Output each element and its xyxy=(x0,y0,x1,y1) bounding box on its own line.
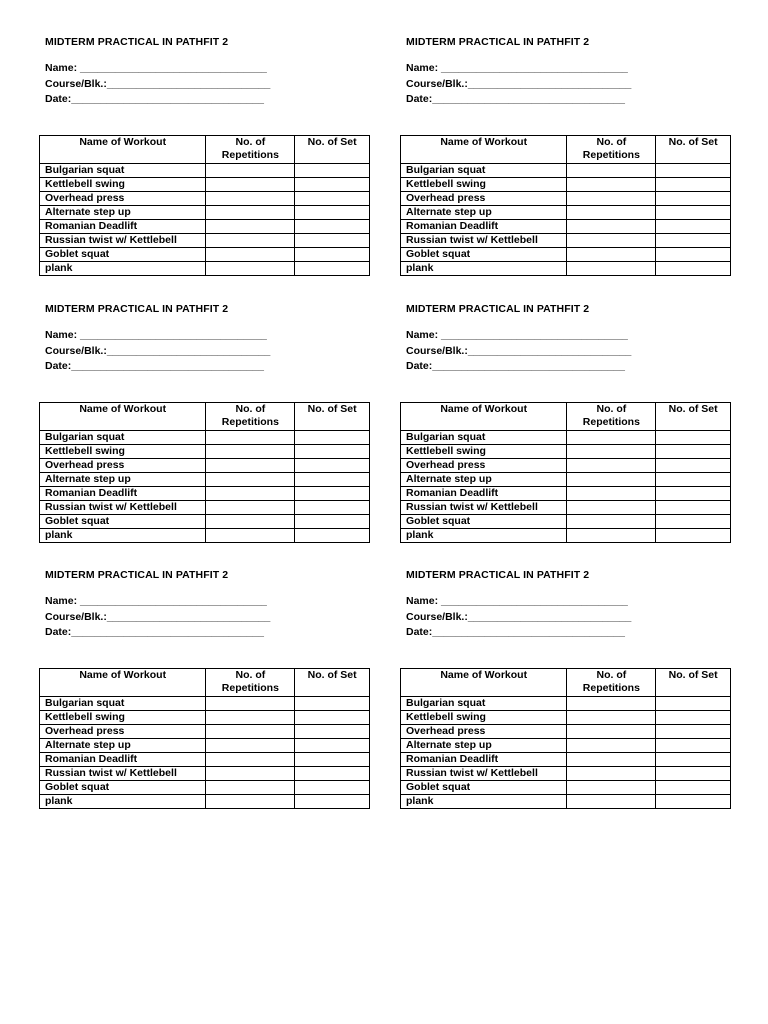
workout-row xyxy=(40,431,370,445)
sets-cell[interactable] xyxy=(295,164,370,178)
sets-cell[interactable] xyxy=(295,767,370,781)
sets-cell[interactable] xyxy=(656,501,731,515)
workout-row xyxy=(40,164,370,178)
workout-name: Alternate step up xyxy=(401,739,567,753)
sets-cell[interactable] xyxy=(656,753,731,767)
workout-row xyxy=(401,795,731,809)
repetitions-cell[interactable] xyxy=(567,234,656,248)
workout-name: Romanian Deadlift xyxy=(401,487,567,501)
repetitions-cell[interactable] xyxy=(567,725,656,739)
header-name-of-workout: Name of Workout xyxy=(401,669,567,697)
workout-name: Russian twist w/ Kettlebell xyxy=(40,234,206,248)
workout-name: Bulgarian squat xyxy=(40,431,206,445)
sets-cell[interactable] xyxy=(295,487,370,501)
workout-name: Goblet squat xyxy=(401,781,567,795)
workout-name: plank xyxy=(40,795,206,809)
workout-name: Alternate step up xyxy=(401,473,567,487)
workout-table xyxy=(39,135,370,276)
repetitions-cell[interactable] xyxy=(567,515,656,529)
repetitions-cell[interactable] xyxy=(206,431,295,445)
repetitions-cell[interactable] xyxy=(206,753,295,767)
sets-cell[interactable] xyxy=(295,234,370,248)
workout-row xyxy=(40,501,370,515)
workout-row xyxy=(40,753,370,767)
workout-name: Russian twist w/ Kettlebell xyxy=(401,767,567,781)
workout-name: Goblet squat xyxy=(401,515,567,529)
repetitions-cell[interactable] xyxy=(206,459,295,473)
workout-table-header xyxy=(40,136,370,164)
repetitions-cell[interactable] xyxy=(567,781,656,795)
sets-cell[interactable] xyxy=(295,431,370,445)
workout-row xyxy=(401,697,731,711)
workout-row xyxy=(401,248,731,262)
workout-name: plank xyxy=(401,529,567,543)
workout-name: Goblet squat xyxy=(401,248,567,262)
name-field-line: Name: ________________________________ xyxy=(45,62,267,74)
name-field-line: Name: ________________________________ xyxy=(406,595,628,607)
workout-row xyxy=(401,515,731,529)
workout-row xyxy=(40,248,370,262)
workout-name: Romanian Deadlift xyxy=(40,487,206,501)
workout-row xyxy=(401,459,731,473)
workout-name: Alternate step up xyxy=(40,206,206,220)
sets-cell[interactable] xyxy=(295,739,370,753)
repetitions-cell[interactable] xyxy=(206,795,295,809)
midterm-practical-form xyxy=(400,533,731,807)
repetitions-cell[interactable] xyxy=(206,711,295,725)
midterm-practical-form xyxy=(400,267,731,541)
repetitions-cell[interactable] xyxy=(567,178,656,192)
workout-name: Bulgarian squat xyxy=(40,164,206,178)
workout-row xyxy=(40,445,370,459)
sets-cell[interactable] xyxy=(295,795,370,809)
sets-cell[interactable] xyxy=(656,164,731,178)
date-field-line: Date:_________________________________ xyxy=(45,360,264,372)
workout-name: Bulgarian squat xyxy=(401,164,567,178)
workout-row xyxy=(401,192,731,206)
repetitions-cell[interactable] xyxy=(567,164,656,178)
workout-name: Alternate step up xyxy=(40,473,206,487)
sets-cell[interactable] xyxy=(295,192,370,206)
workout-row xyxy=(401,711,731,725)
form-title: MIDTERM PRACTICAL IN PATHFIT 2 xyxy=(406,36,590,48)
workout-name: Alternate step up xyxy=(401,206,567,220)
workout-table xyxy=(400,668,731,809)
repetitions-cell[interactable] xyxy=(206,192,295,206)
sets-cell[interactable] xyxy=(295,781,370,795)
workout-name: Russian twist w/ Kettlebell xyxy=(401,501,567,515)
workout-row xyxy=(40,192,370,206)
header-no-of-set: No. of Set xyxy=(295,669,370,697)
sets-cell[interactable] xyxy=(295,459,370,473)
sets-cell[interactable] xyxy=(295,711,370,725)
form-title: MIDTERM PRACTICAL IN PATHFIT 2 xyxy=(406,303,590,315)
sets-cell[interactable] xyxy=(656,473,731,487)
course-block-field-line: Course/Blk.:____________________________ xyxy=(45,345,271,357)
workout-table-header xyxy=(401,403,731,431)
workout-name: Kettlebell swing xyxy=(401,711,567,725)
workout-name: Alternate step up xyxy=(40,739,206,753)
workout-row xyxy=(40,739,370,753)
repetitions-cell[interactable] xyxy=(206,445,295,459)
sets-cell[interactable] xyxy=(656,459,731,473)
workout-row xyxy=(40,767,370,781)
repetitions-cell[interactable] xyxy=(567,711,656,725)
sets-cell[interactable] xyxy=(656,445,731,459)
date-field-line: Date:_________________________________ xyxy=(406,626,625,638)
workout-row xyxy=(401,220,731,234)
sets-cell[interactable] xyxy=(295,473,370,487)
workout-row xyxy=(40,781,370,795)
sets-cell[interactable] xyxy=(656,711,731,725)
date-field-line: Date:_________________________________ xyxy=(45,93,264,105)
sets-cell[interactable] xyxy=(295,248,370,262)
midterm-practical-form xyxy=(39,0,370,274)
workout-table xyxy=(39,668,370,809)
workout-row xyxy=(40,459,370,473)
workout-name: Bulgarian squat xyxy=(401,431,567,445)
sets-cell[interactable] xyxy=(295,501,370,515)
sets-cell[interactable] xyxy=(295,206,370,220)
header-no-of-repetitions: No. of Repetitions xyxy=(206,403,295,431)
sets-cell[interactable] xyxy=(656,234,731,248)
repetitions-cell[interactable] xyxy=(206,178,295,192)
workout-row xyxy=(40,711,370,725)
workout-name: Romanian Deadlift xyxy=(401,220,567,234)
workout-name: Overhead press xyxy=(40,192,206,206)
header-name-of-workout: Name of Workout xyxy=(401,403,567,431)
repetitions-cell[interactable] xyxy=(206,739,295,753)
workout-name: Kettlebell swing xyxy=(40,711,206,725)
workout-row xyxy=(401,725,731,739)
workout-name: plank xyxy=(40,529,206,543)
course-block-field-line: Course/Blk.:____________________________ xyxy=(406,345,632,357)
repetitions-cell[interactable] xyxy=(206,206,295,220)
midterm-practical-form xyxy=(400,0,731,274)
workout-name: Kettlebell swing xyxy=(40,178,206,192)
sets-cell[interactable] xyxy=(295,178,370,192)
sets-cell[interactable] xyxy=(656,248,731,262)
course-block-field-line: Course/Blk.:____________________________ xyxy=(45,78,271,90)
workout-name: Russian twist w/ Kettlebell xyxy=(40,501,206,515)
course-block-field-line: Course/Blk.:____________________________ xyxy=(45,611,271,623)
workout-row xyxy=(40,487,370,501)
workout-name: Goblet squat xyxy=(40,515,206,529)
header-no-of-set: No. of Set xyxy=(656,669,731,697)
header-no-of-set: No. of Set xyxy=(656,136,731,164)
sets-cell[interactable] xyxy=(656,206,731,220)
workout-row xyxy=(40,473,370,487)
workout-row xyxy=(401,473,731,487)
sets-cell[interactable] xyxy=(656,431,731,445)
sets-cell[interactable] xyxy=(295,753,370,767)
repetitions-cell[interactable] xyxy=(206,781,295,795)
repetitions-cell[interactable] xyxy=(567,697,656,711)
header-no-of-repetitions: No. of Repetitions xyxy=(567,136,656,164)
workout-row xyxy=(40,795,370,809)
repetitions-cell[interactable] xyxy=(206,234,295,248)
workout-table xyxy=(400,402,731,543)
form-title: MIDTERM PRACTICAL IN PATHFIT 2 xyxy=(45,303,229,315)
name-field-line: Name: ________________________________ xyxy=(45,595,267,607)
workout-row xyxy=(40,220,370,234)
workout-table-header xyxy=(40,403,370,431)
date-field-line: Date:_________________________________ xyxy=(406,93,625,105)
repetitions-cell[interactable] xyxy=(567,795,656,809)
workout-row xyxy=(401,178,731,192)
workout-name: Overhead press xyxy=(401,459,567,473)
sets-cell[interactable] xyxy=(656,487,731,501)
workout-table-header xyxy=(401,136,731,164)
header-no-of-repetitions: No. of Repetitions xyxy=(206,136,295,164)
workout-name: Overhead press xyxy=(401,725,567,739)
workout-name: Kettlebell swing xyxy=(401,445,567,459)
sets-cell[interactable] xyxy=(295,725,370,739)
workout-row xyxy=(401,164,731,178)
workout-row xyxy=(401,431,731,445)
repetitions-cell[interactable] xyxy=(206,697,295,711)
sets-cell[interactable] xyxy=(656,739,731,753)
repetitions-cell[interactable] xyxy=(206,220,295,234)
workout-row xyxy=(40,725,370,739)
repetitions-cell[interactable] xyxy=(567,473,656,487)
repetitions-cell[interactable] xyxy=(206,515,295,529)
workout-name: Romanian Deadlift xyxy=(40,753,206,767)
form-title: MIDTERM PRACTICAL IN PATHFIT 2 xyxy=(406,569,590,581)
sets-cell[interactable] xyxy=(295,515,370,529)
header-no-of-repetitions: No. of Repetitions xyxy=(567,669,656,697)
sets-cell[interactable] xyxy=(656,725,731,739)
workout-name: Kettlebell swing xyxy=(40,445,206,459)
workout-row xyxy=(40,178,370,192)
workout-row xyxy=(401,501,731,515)
sets-cell[interactable] xyxy=(656,781,731,795)
header-name-of-workout: Name of Workout xyxy=(40,136,206,164)
repetitions-cell[interactable] xyxy=(567,501,656,515)
name-field-line: Name: ________________________________ xyxy=(406,329,628,341)
repetitions-cell[interactable] xyxy=(567,753,656,767)
header-no-of-set: No. of Set xyxy=(295,136,370,164)
header-name-of-workout: Name of Workout xyxy=(40,403,206,431)
header-no-of-set: No. of Set xyxy=(295,403,370,431)
workout-name: plank xyxy=(401,262,567,276)
workout-row xyxy=(40,234,370,248)
repetitions-cell[interactable] xyxy=(567,739,656,753)
workout-name: Bulgarian squat xyxy=(40,697,206,711)
repetitions-cell[interactable] xyxy=(567,248,656,262)
workout-name: Overhead press xyxy=(40,725,206,739)
date-field-line: Date:_________________________________ xyxy=(45,626,264,638)
workout-name: Goblet squat xyxy=(40,248,206,262)
repetitions-cell[interactable] xyxy=(206,473,295,487)
workout-name: Bulgarian squat xyxy=(401,697,567,711)
date-field-line: Date:_________________________________ xyxy=(406,360,625,372)
repetitions-cell[interactable] xyxy=(206,501,295,515)
repetitions-cell[interactable] xyxy=(567,220,656,234)
workout-table-header xyxy=(40,669,370,697)
repetitions-cell[interactable] xyxy=(567,192,656,206)
workout-name: Kettlebell swing xyxy=(401,178,567,192)
workout-row xyxy=(40,515,370,529)
sets-cell[interactable] xyxy=(656,795,731,809)
workout-row xyxy=(401,206,731,220)
header-no-of-set: No. of Set xyxy=(656,403,731,431)
name-field-line: Name: ________________________________ xyxy=(406,62,628,74)
workout-table-header xyxy=(401,669,731,697)
repetitions-cell[interactable] xyxy=(567,445,656,459)
header-name-of-workout: Name of Workout xyxy=(401,136,567,164)
workout-name: Romanian Deadlift xyxy=(40,220,206,234)
workout-name: Goblet squat xyxy=(40,781,206,795)
sets-cell[interactable] xyxy=(656,220,731,234)
name-field-line: Name: ________________________________ xyxy=(45,329,267,341)
sets-cell[interactable] xyxy=(656,178,731,192)
form-title: MIDTERM PRACTICAL IN PATHFIT 2 xyxy=(45,36,229,48)
sets-cell[interactable] xyxy=(656,697,731,711)
workout-table xyxy=(39,402,370,543)
repetitions-cell[interactable] xyxy=(567,767,656,781)
course-block-field-line: Course/Blk.:____________________________ xyxy=(406,611,632,623)
repetitions-cell[interactable] xyxy=(567,459,656,473)
sets-cell[interactable] xyxy=(656,767,731,781)
workout-name: plank xyxy=(40,262,206,276)
midterm-practical-form xyxy=(39,533,370,807)
workout-name: plank xyxy=(401,795,567,809)
sets-cell[interactable] xyxy=(656,515,731,529)
workout-name: Overhead press xyxy=(401,192,567,206)
workout-name: Romanian Deadlift xyxy=(401,753,567,767)
workout-row xyxy=(401,753,731,767)
repetitions-cell[interactable] xyxy=(567,431,656,445)
form-title: MIDTERM PRACTICAL IN PATHFIT 2 xyxy=(45,569,229,581)
sets-cell[interactable] xyxy=(295,445,370,459)
header-name-of-workout: Name of Workout xyxy=(40,669,206,697)
workout-row xyxy=(40,697,370,711)
repetitions-cell[interactable] xyxy=(567,206,656,220)
workout-name: Overhead press xyxy=(40,459,206,473)
repetitions-cell[interactable] xyxy=(206,487,295,501)
repetitions-cell[interactable] xyxy=(206,725,295,739)
sets-cell[interactable] xyxy=(295,220,370,234)
sets-cell[interactable] xyxy=(295,697,370,711)
repetitions-cell[interactable] xyxy=(206,164,295,178)
header-no-of-repetitions: No. of Repetitions xyxy=(567,403,656,431)
repetitions-cell[interactable] xyxy=(206,248,295,262)
workout-row xyxy=(401,445,731,459)
workout-row xyxy=(401,487,731,501)
course-block-field-line: Course/Blk.:____________________________ xyxy=(406,78,632,90)
workout-row xyxy=(401,234,731,248)
workout-name: Russian twist w/ Kettlebell xyxy=(40,767,206,781)
workout-name: Russian twist w/ Kettlebell xyxy=(401,234,567,248)
workout-table xyxy=(400,135,731,276)
midterm-practical-form xyxy=(39,267,370,541)
workout-row xyxy=(401,781,731,795)
workout-row xyxy=(401,767,731,781)
header-no-of-repetitions: No. of Repetitions xyxy=(206,669,295,697)
repetitions-cell[interactable] xyxy=(206,767,295,781)
workout-row xyxy=(401,739,731,753)
repetitions-cell[interactable] xyxy=(567,487,656,501)
workout-row xyxy=(40,206,370,220)
sets-cell[interactable] xyxy=(656,192,731,206)
